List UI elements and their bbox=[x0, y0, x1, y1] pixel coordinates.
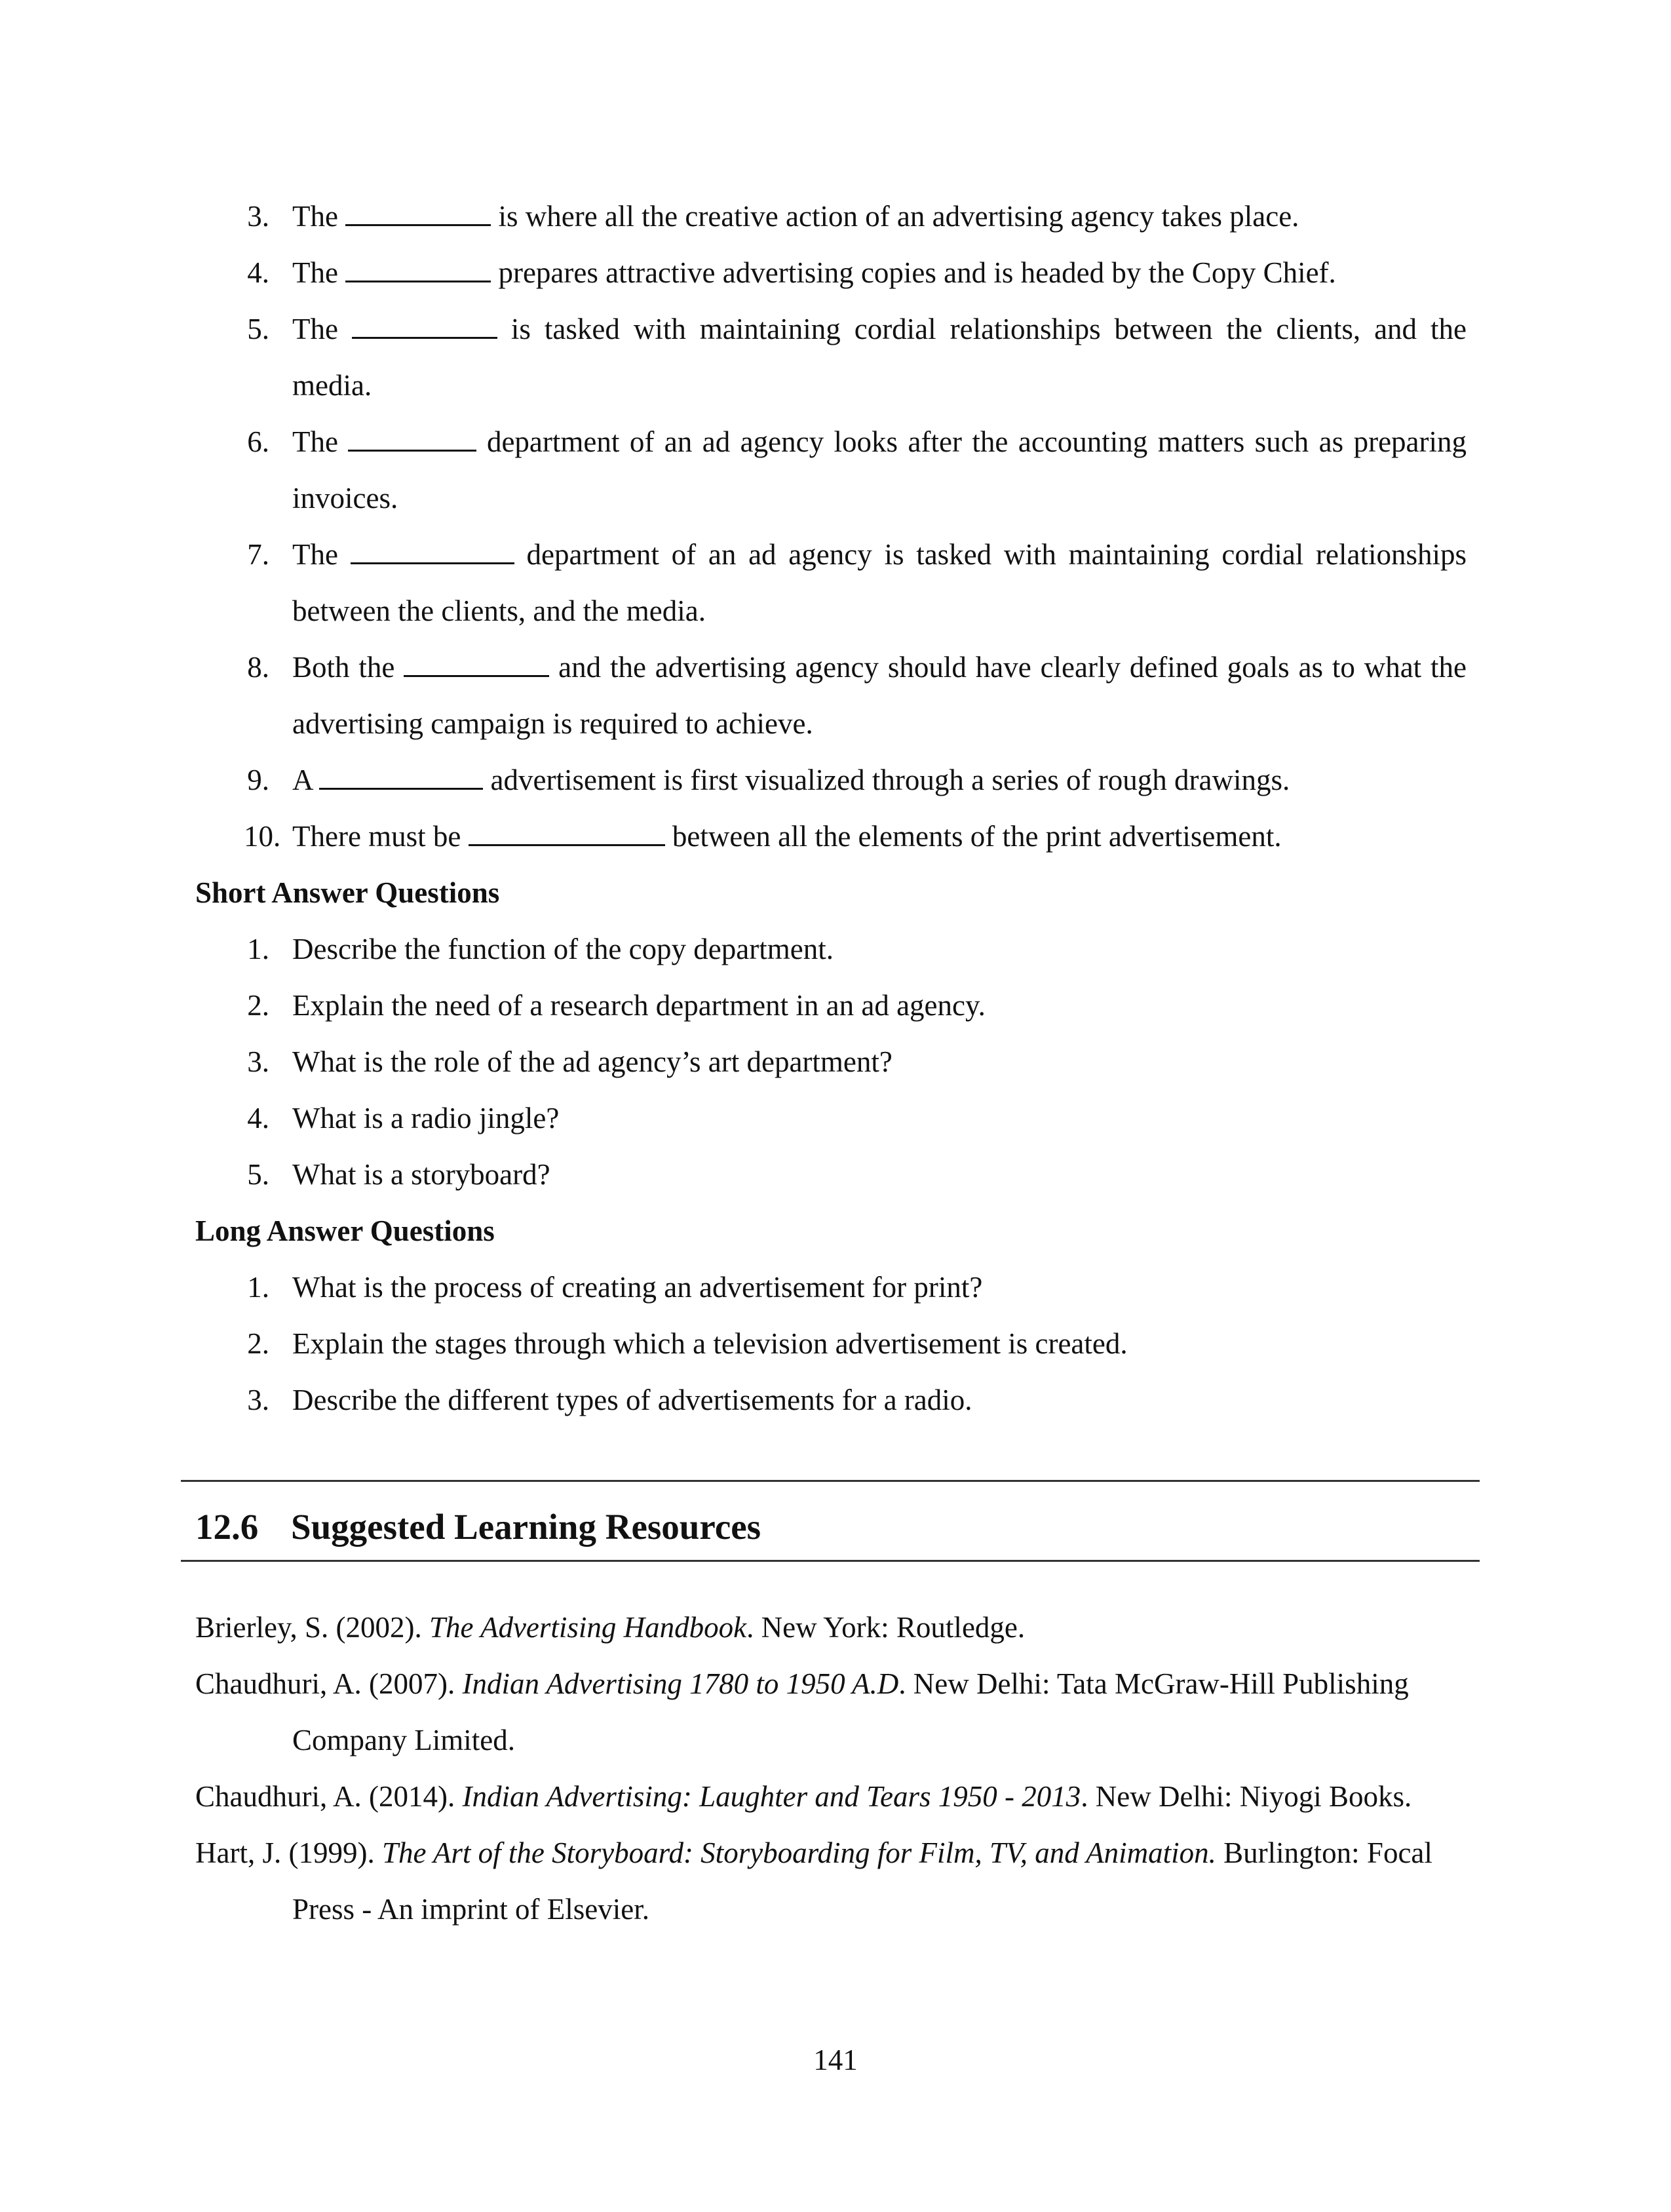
list-item bbox=[195, 1315, 1467, 1372]
item-text-post: prepares attractive advertising copies and is headed by the Copy Chief. bbox=[498, 256, 1336, 289]
list-item bbox=[195, 921, 1467, 977]
short-answer-list bbox=[195, 921, 1467, 1203]
reference-entry bbox=[195, 1656, 1480, 1768]
reference-entry bbox=[195, 1768, 1480, 1825]
item-number: 8. bbox=[247, 651, 269, 684]
item-text-post: is where all the creative action of an advertising agency takes place. bbox=[498, 200, 1299, 233]
item-text-pre: A bbox=[292, 764, 313, 796]
section-rule-bottom bbox=[181, 1560, 1480, 1562]
item-text: What is the role of the ad agency’s art department? bbox=[292, 1045, 893, 1078]
reference-entry bbox=[195, 1825, 1480, 1937]
item-text-pre: The bbox=[292, 256, 338, 289]
answer-blank bbox=[469, 821, 665, 846]
item-number: 10. bbox=[244, 820, 281, 853]
item-text: What is a radio jingle? bbox=[292, 1102, 560, 1135]
page-number: 141 bbox=[813, 2044, 858, 2076]
item-text-post: department of an ad agency is tasked with maintaining cordial relationships between the clients, and the media. bbox=[292, 538, 1467, 627]
reference-entry bbox=[195, 1599, 1480, 1656]
item-number: 1. bbox=[247, 933, 269, 965]
item-text-pre: The bbox=[292, 200, 338, 233]
list-item bbox=[195, 1146, 1467, 1203]
answer-blank bbox=[348, 426, 476, 452]
item-text-pre: The bbox=[292, 538, 338, 571]
reference-title: The Advertising Handbook bbox=[429, 1611, 747, 1644]
item-number: 4. bbox=[247, 256, 269, 289]
item-number: 4. bbox=[247, 1102, 269, 1135]
item-text: Explain the stages through which a television advertisement is created. bbox=[292, 1327, 1128, 1360]
item-number: 2. bbox=[247, 989, 269, 1022]
item-text: Explain the need of a research department in an ad agency. bbox=[292, 989, 986, 1022]
short-answer-heading: Short Answer Questions bbox=[195, 876, 500, 909]
item-text: What is a storyboard? bbox=[292, 1158, 550, 1191]
item-number: 9. bbox=[247, 764, 269, 796]
item-text-post: advertisement is first visualized through a series of rough drawings. bbox=[490, 764, 1290, 796]
answer-blank bbox=[345, 201, 491, 226]
list-item bbox=[195, 1034, 1467, 1090]
list-item bbox=[195, 1372, 1467, 1428]
fill-blank-item-9 bbox=[195, 752, 1467, 808]
section-rule-top bbox=[181, 1480, 1480, 1482]
long-answer-heading: Long Answer Questions bbox=[195, 1214, 495, 1247]
item-number: 6. bbox=[247, 425, 269, 458]
answer-blank bbox=[345, 257, 491, 282]
fill-in-the-blanks-section bbox=[195, 188, 1467, 1428]
reference-publisher: . New Delhi: Tata McGraw-Hill Publishing Company Limited. bbox=[292, 1667, 1409, 1756]
list-item bbox=[195, 1259, 1467, 1315]
fill-blank-item-7 bbox=[195, 526, 1467, 639]
item-text-post: between all the elements of the print advertisement. bbox=[672, 820, 1282, 853]
section-heading bbox=[195, 1501, 761, 1553]
list-item bbox=[195, 1090, 1467, 1146]
item-text: Describe the function of the copy department. bbox=[292, 933, 834, 965]
item-number: 5. bbox=[247, 313, 269, 345]
fill-blank-item-5 bbox=[195, 301, 1467, 414]
reference-author: Hart, J. (1999). bbox=[195, 1836, 382, 1869]
fill-blank-item-6 bbox=[195, 414, 1467, 526]
reference-publisher: . New York: Routledge. bbox=[746, 1611, 1026, 1644]
item-number: 5. bbox=[247, 1158, 269, 1191]
item-number: 3. bbox=[247, 1045, 269, 1078]
item-text-post: department of an ad agency looks after the accounting matters such as preparing invoices. bbox=[292, 425, 1467, 514]
item-text-pre: There must be bbox=[292, 820, 461, 853]
reference-title: Indian Advertising 1780 to 1950 A.D bbox=[462, 1667, 899, 1700]
fill-blank-item-8 bbox=[195, 639, 1467, 752]
reference-publisher: Burlington: Focal Press - An imprint of Elsevier. bbox=[292, 1836, 1432, 1926]
answer-blank bbox=[352, 313, 497, 339]
item-number: 1. bbox=[247, 1271, 269, 1304]
long-answer-list bbox=[195, 1259, 1467, 1428]
answer-blank bbox=[404, 651, 549, 677]
fill-blank-item-10 bbox=[195, 808, 1467, 864]
list-item bbox=[195, 977, 1467, 1034]
item-text: Describe the different types of advertisements for a radio. bbox=[292, 1384, 972, 1416]
answer-blank bbox=[319, 764, 483, 790]
item-text-pre: The bbox=[292, 313, 338, 345]
reference-publisher: . New Delhi: Niyogi Books. bbox=[1081, 1780, 1412, 1813]
reference-author: Brierley, S. (2002). bbox=[195, 1611, 430, 1644]
item-number: 3. bbox=[247, 1384, 269, 1416]
item-text-pre: The bbox=[292, 425, 338, 458]
item-number: 3. bbox=[247, 200, 269, 233]
reference-author: Chaudhuri, A. (2014). bbox=[195, 1780, 463, 1813]
fill-blank-item-3 bbox=[195, 188, 1467, 244]
answer-blank bbox=[351, 539, 514, 564]
fill-blank-item-4 bbox=[195, 244, 1467, 301]
item-text-post: is tasked with maintaining cordial relationships between the clients, and the media. bbox=[292, 313, 1467, 402]
reference-author: Chaudhuri, A. (2007). bbox=[195, 1667, 463, 1700]
item-text-post: and the advertising agency should have clearly defined goals as to what the advertising campaign is required to achieve. bbox=[292, 651, 1467, 740]
item-number: 7. bbox=[247, 538, 269, 571]
section-number: 12.6 bbox=[195, 1507, 259, 1547]
item-text-pre: Both the bbox=[292, 651, 395, 684]
references-list bbox=[195, 1599, 1480, 1937]
section-title: Suggested Learning Resources bbox=[291, 1507, 761, 1547]
item-number: 2. bbox=[247, 1327, 269, 1360]
reference-title: The Art of the Storyboard: Storyboarding for Film, TV, and Animation. bbox=[381, 1836, 1216, 1869]
reference-title: Indian Advertising: Laughter and Tears 1950 - 2013 bbox=[462, 1780, 1081, 1813]
item-text: What is the process of creating an advertisement for print? bbox=[292, 1271, 983, 1304]
